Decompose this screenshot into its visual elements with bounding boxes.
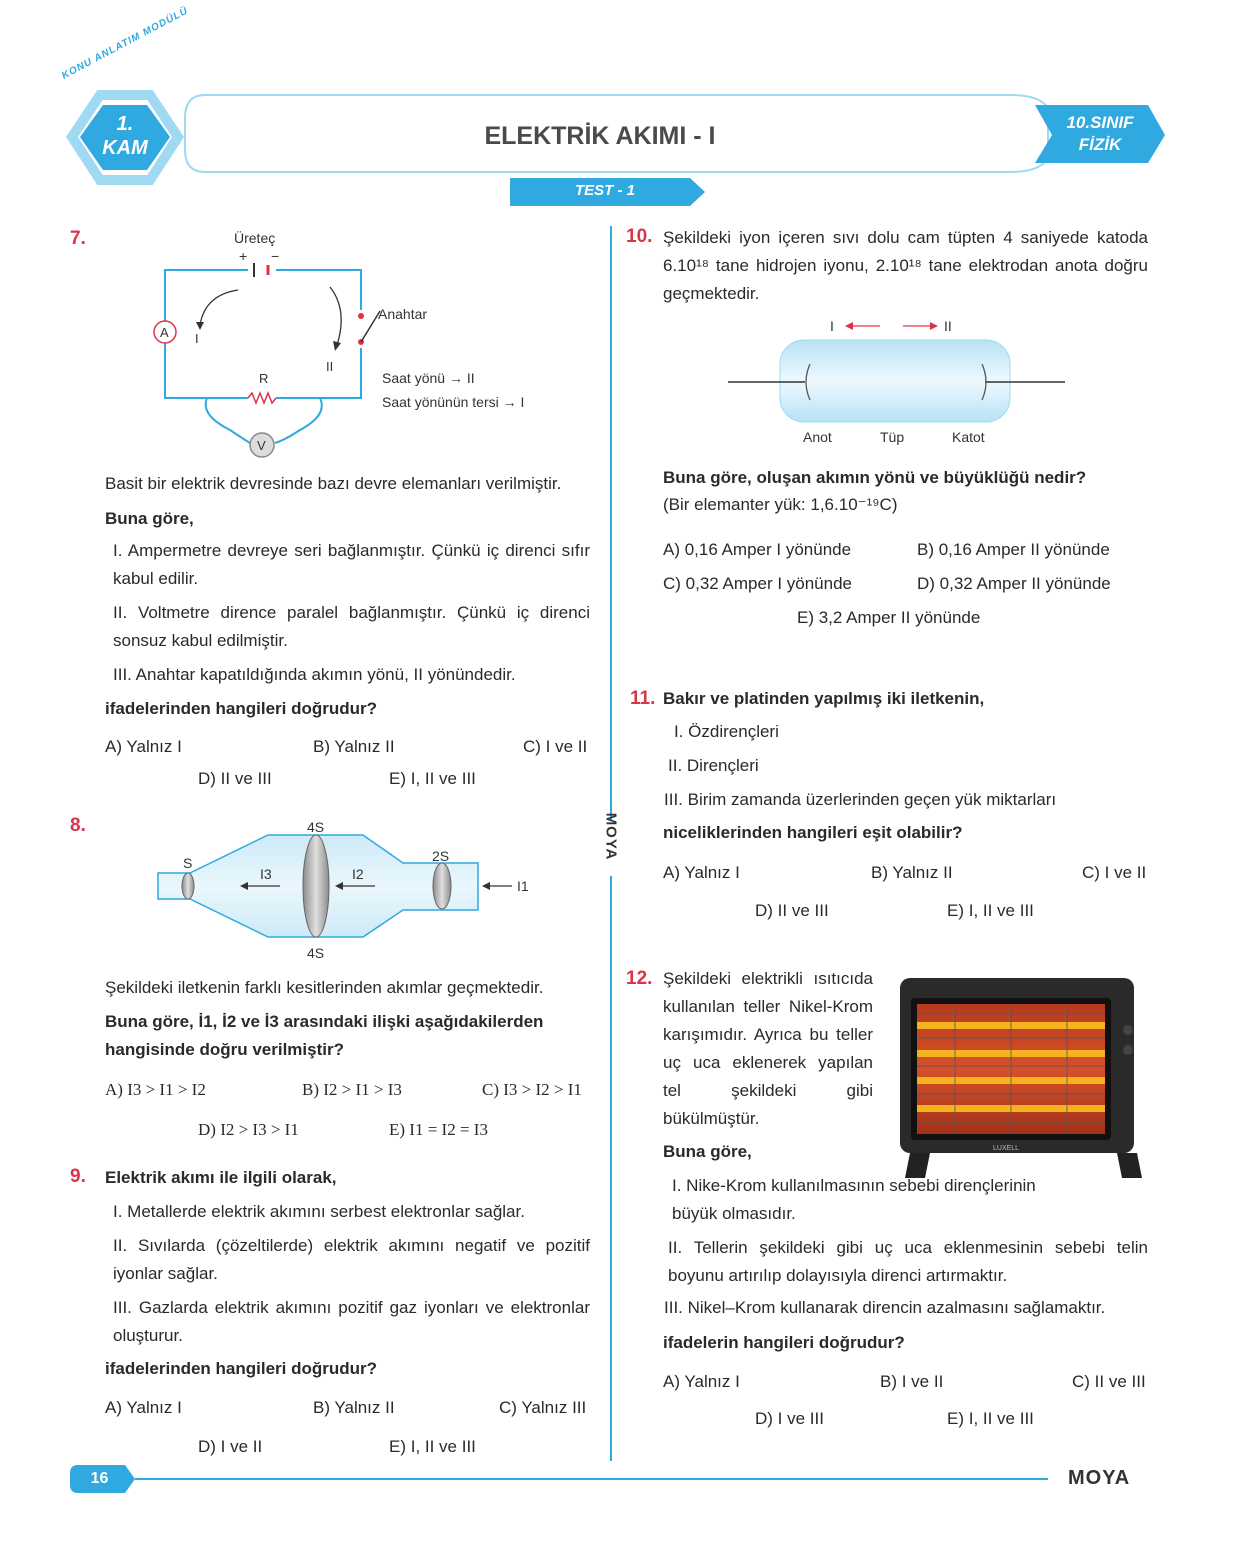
q8-i3-label: I3 [260, 866, 272, 882]
q9-option-b[interactable]: B) Yalnız II [313, 1398, 395, 1417]
q10-option-d[interactable]: D) 0,32 Amper II yönünde [917, 574, 1111, 593]
q8-2s-label: 2S [432, 848, 450, 864]
q9-lead: Elektrik akımı ile ilgili olarak, [105, 1168, 337, 1187]
q7-option-a[interactable]: A) Yalnız I [105, 737, 182, 756]
subject-label: FİZİK [1078, 135, 1122, 154]
test-label: TEST - 1 [574, 182, 635, 199]
q11-statement-1: I. Özdirençleri [674, 722, 779, 741]
q9-number: 9. [70, 1166, 86, 1187]
q10-anot-label: Anot [803, 429, 832, 445]
q8-s-label: S [183, 855, 193, 871]
q10-katot-label: Katot [952, 429, 985, 445]
q12-option-e[interactable]: E) I, II ve III [947, 1409, 1034, 1428]
q7-lead: Buna göre, [105, 509, 194, 528]
grade-label: 10.SINIF [1066, 113, 1134, 132]
page-title: ELEKTRİK AKIMI - I [484, 122, 716, 150]
q10-number: 10. [626, 226, 653, 247]
footer-graphic [0, 1455, 1247, 1515]
q12-statement-3: III. Nikel–Krom kullanarak direncin azalmasını sağlamaktır. [664, 1298, 1106, 1317]
q7-ammeter-label: A [160, 325, 169, 340]
q10-note: (Bir elemanter yük: 1,6.10⁻¹⁹C) [663, 495, 898, 514]
q11-lead: Bakır ve platinden yapılmış iki iletkenin, [663, 689, 985, 708]
q7-option-e[interactable]: E) I, II ve III [389, 769, 476, 788]
q7-statement-2: II. Voltmetre dirence paralel bağlanmıştır. Çünkü iç direnci sonsuz kabul edilmiştir. [113, 603, 590, 650]
q9-statement-3: III. Gazlarda elektrik akımını pozitif gaz iyonları ve elektronlar oluşturur. [113, 1298, 590, 1345]
q12-number: 12. [626, 968, 653, 989]
q11-option-c[interactable]: C) I ve II [1082, 863, 1147, 882]
q10-dir-ii: II [944, 318, 952, 334]
q8-i2-label: I2 [352, 866, 364, 882]
q11-statement-2: II. Dirençleri [668, 756, 759, 775]
q12-text: Şekildeki elektrikli ısıtıcıda kullanılan teller Nikel-Krom karışımıdır. Ayrıca bu teller uç uca eklenerek yapılan tel şekildeki gibi bükülmüştür. [663, 969, 873, 1128]
q9-question: ifadelerinden hangileri doğrudur? [105, 1359, 378, 1378]
q8-i1-label: I1 [517, 878, 529, 894]
q10-option-e[interactable]: E) 3,2 Amper II yönünde [797, 608, 981, 627]
q12-lead: Buna göre, [663, 1142, 752, 1161]
q12-option-a[interactable]: A) Yalnız I [663, 1372, 740, 1391]
q8-conductor-figure [150, 815, 550, 965]
q12-heater-image [895, 970, 1147, 1182]
q12-statement-2: II. Tellerin şekildeki gibi uç uca eklenmesinin sebebi telin boyunu artırılıp dolayısıyla direnci artırmaktır. [668, 1238, 1148, 1285]
q10-question: Buna göre, oluşan akımın yönü ve büyüklüğü nedir? [663, 468, 1087, 487]
q7-question: ifadelerinden hangileri doğrudur? [105, 699, 378, 718]
q12-option-d[interactable]: D) I ve III [755, 1409, 824, 1428]
q7-circuit-figure [150, 225, 570, 465]
q12-option-b[interactable]: B) I ve II [880, 1372, 944, 1391]
q8-top-area: 4S [307, 819, 325, 835]
q9-statement-1: I. Metallerde elektrik akımını serbest elektronlar sağlar. [113, 1202, 525, 1221]
q8-option-a[interactable]: A) I3 > I1 > I2 [105, 1080, 206, 1099]
q7-uretec-label: Üreteç [234, 230, 276, 246]
q11-option-b[interactable]: B) Yalnız II [871, 863, 953, 882]
q9-option-c[interactable]: C) Yalnız III [499, 1398, 587, 1417]
badge-number: 1. [116, 113, 134, 135]
q8-number: 8. [70, 815, 86, 836]
q7-direction-ii: II [326, 359, 334, 374]
q7-direction-i: I [195, 331, 199, 346]
q7-intro: Basit bir elektrik devresinde bazı devre elemanları verilmiştir. [105, 474, 562, 493]
q8-option-b[interactable]: B) I2 > I1 > I3 [302, 1080, 402, 1099]
q11-statement-3: III. Birim zamanda üzerlerinden geçen yük miktarları [664, 790, 1057, 809]
brand-logo: MOYA [1068, 1467, 1131, 1489]
q9-option-d[interactable]: D) I ve II [198, 1437, 263, 1456]
q10-option-b[interactable]: B) 0,16 Amper II yönünde [917, 540, 1110, 559]
q10-text: Şekildeki iyon içeren sıvı dolu cam tüpten 4 saniyede katoda 6.10¹⁸ tane hidrojen iyonu, 2.10¹⁸ tane elektrodan anota doğru geçmektedir. [663, 228, 1148, 303]
q8-question: Buna göre, İ1, İ2 ve İ3 arasındaki ilişki aşağıdakilerden hangisinde doğru verilmiştir? [105, 1012, 544, 1059]
q9-option-e[interactable]: E) I, II ve III [389, 1437, 476, 1456]
page-number: 16 [90, 1470, 109, 1487]
q10-tup-label: Tüp [880, 429, 905, 445]
q9-option-a[interactable]: A) Yalnız I [105, 1398, 182, 1417]
q11-option-d[interactable]: D) II ve III [755, 901, 829, 920]
q11-option-e[interactable]: E) I, II ve III [947, 901, 1034, 920]
q7-option-d[interactable]: D) II ve III [198, 769, 272, 788]
side-brand-logo: MOYA [602, 812, 620, 861]
q7-voltmeter-label: V [257, 438, 266, 453]
q12-statement-1: I. Nike-Krom kullanılmasının sebebi dirençlerinin büyük olmasıdır. [672, 1176, 1036, 1223]
q7-statement-1: I. Ampermetre devreye seri bağlanmıştır. Çünkü iç direnci sıfır kabul edilir. [113, 541, 590, 588]
module-arc-text: KONU ANLATIM MODÜLÜ [60, 5, 191, 82]
q8-option-e[interactable]: E) I1 = I2 = I3 [389, 1120, 488, 1139]
q11-question: niceliklerinden hangileri eşit olabilir? [663, 823, 963, 842]
q7-plus-label: + [239, 248, 248, 264]
q7-statement-3: III. Anahtar kapatıldığında akımın yönü, II yönündedir. [113, 665, 516, 684]
q7-minus-label: − [271, 248, 280, 264]
q7-clockwise-label: Saat yönü → II [382, 370, 475, 386]
q7-switch-label: Anahtar [378, 306, 428, 322]
q12-question: ifadelerin hangileri doğrudur? [663, 1333, 905, 1352]
q7-resistor-label: R [259, 371, 269, 386]
q8-bottom-area: 4S [307, 945, 325, 961]
q7-option-b[interactable]: B) Yalnız II [313, 737, 395, 756]
q11-option-a[interactable]: A) Yalnız I [663, 863, 740, 882]
badge-kam: KAM [102, 137, 148, 159]
q8-option-d[interactable]: D) I2 > I3 > I1 [198, 1120, 299, 1139]
q8-option-c[interactable]: C) I3 > I2 > I1 [482, 1080, 582, 1099]
q7-number: 7. [70, 228, 86, 249]
q10-option-c[interactable]: C) 0,32 Amper I yönünde [663, 574, 853, 593]
q7-option-c[interactable]: C) I ve II [523, 737, 588, 756]
q10-dir-i: I [830, 318, 834, 334]
q9-statement-2: II. Sıvılarda (çözeltilerde) elektrik akımını negatif ve pozitif iyonlar sağlar. [113, 1236, 590, 1283]
q10-option-a[interactable]: A) 0,16 Amper I yönünde [663, 540, 852, 559]
q12-heater-brand: LUXELL [993, 1145, 1020, 1152]
q10-tube-figure [720, 312, 1080, 452]
q12-option-c[interactable]: C) II ve III [1072, 1372, 1146, 1391]
q7-counter-label: Saat yönünün tersi → I [382, 394, 525, 410]
q8-intro: Şekildeki iletkenin farklı kesitlerinden akımlar geçmektedir. [105, 978, 544, 997]
q11-number: 11. [630, 688, 656, 709]
